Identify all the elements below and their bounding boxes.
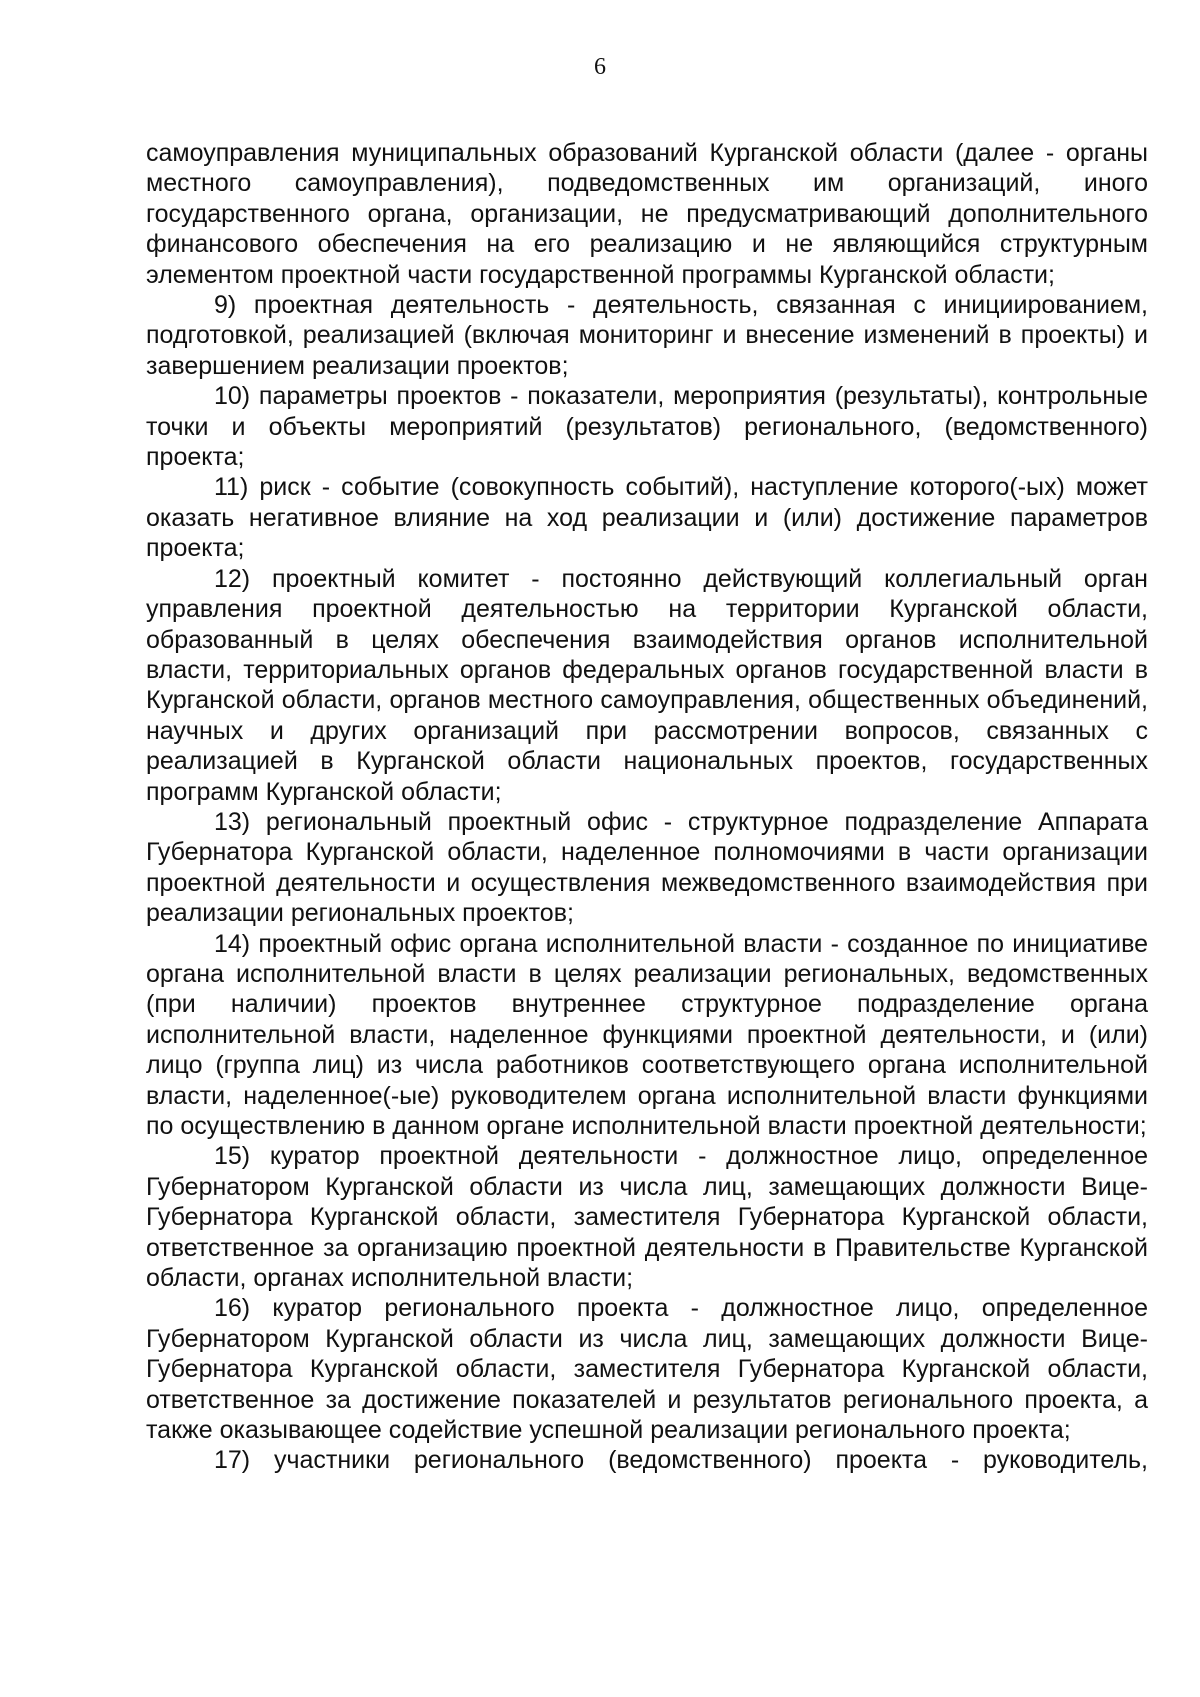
paragraph: самоуправления муниципальных образований Курганской области (далее - органы местного самоуправления), подведомственных им организаций, иного государственного органа, организации, не предусматривающий дополнительного финансового обеспечения на его реализацию и не являющийся структурным элементом проектной части государственной программы Курганской области; [146, 139, 1148, 289]
paragraph: 9) проектная деятельность - деятельность, связанная с инициированием, подготовкой, реализацией (включая мониторинг и внесение изменений в проекты) и завершением реализации проектов; [146, 291, 1148, 380]
page-number: 6 [594, 54, 606, 80]
paragraph: 17) участники регионального (ведомственного) проекта - руководитель, [214, 1446, 1148, 1475]
paragraph: 10) параметры проектов - показатели, мероприятия (результаты), контрольные точки и объекты мероприятий (результатов) регионального, (ведомственного) проекта; [146, 382, 1148, 472]
paragraph: 15) куратор проектной деятельности - должностное лицо, определенное Губернатором Курганской области из числа лиц, замещающих должности Вице-Губернатора Курганской области, заместителя Губернатора Курганской области, ответственное за организацию проектной деятельности в Правительстве Курганской области, органах исполнительной власти; [146, 1142, 1148, 1293]
paragraph: 16) куратор регионального проекта - должностное лицо, определенное Губернатором Курганской области из числа лиц, замещающих должности Вице-Губернатора Курганской области, заместителя Губернатора Курганской области, ответственное за достижение показателей и результатов регионального проекта, а также оказывающее содействие успешной реализации регионального проекта; [146, 1294, 1148, 1445]
paragraph: 14) проектный офис органа исполнительной власти - созданное по инициативе органа исполнительной власти в целях реализации региональных, ведомственных (при наличии) проектов внутреннее структурное подразделение органа исполнительной власти, наделенное функциями проектной деятельности, и (или) лицо (группа лиц) из числа работников соответствующего органа исполнительной власти, наделенное(-ые) руководителем органа исполнительной власти функциями по осуществлению в данном органе исполнительной власти проектной деятельности; [146, 929, 1148, 1140]
paragraph: 12) проектный комитет - постоянно действующий коллегиальный орган управления проектной деятельностью на территории Курганской области, образованный в целях обеспечения взаимодействия органов исполнительной власти, территориальных органов федеральных органов государственной власти в Курганской области, органов местного самоуправления, общественных объединений, научных и других организаций при рассмотрении вопросов, связанных с реализацией в Курганской области национальных проектов, государственных программ Курганской области; [146, 564, 1148, 806]
paragraph: 11) риск - событие (совокупность событий), наступление которого(-ых) может оказать негативное влияние на ход реализации и (или) достижение параметров проекта; [146, 473, 1148, 563]
paragraph: 13) региональный проектный офис - структурное подразделение Аппарата Губернатора Курганской области, наделенное полномочиями в части организации проектной деятельности и осуществления межведомственного взаимодействия при реализации региональных проектов; [146, 807, 1148, 928]
document-body [146, 138, 1148, 1476]
